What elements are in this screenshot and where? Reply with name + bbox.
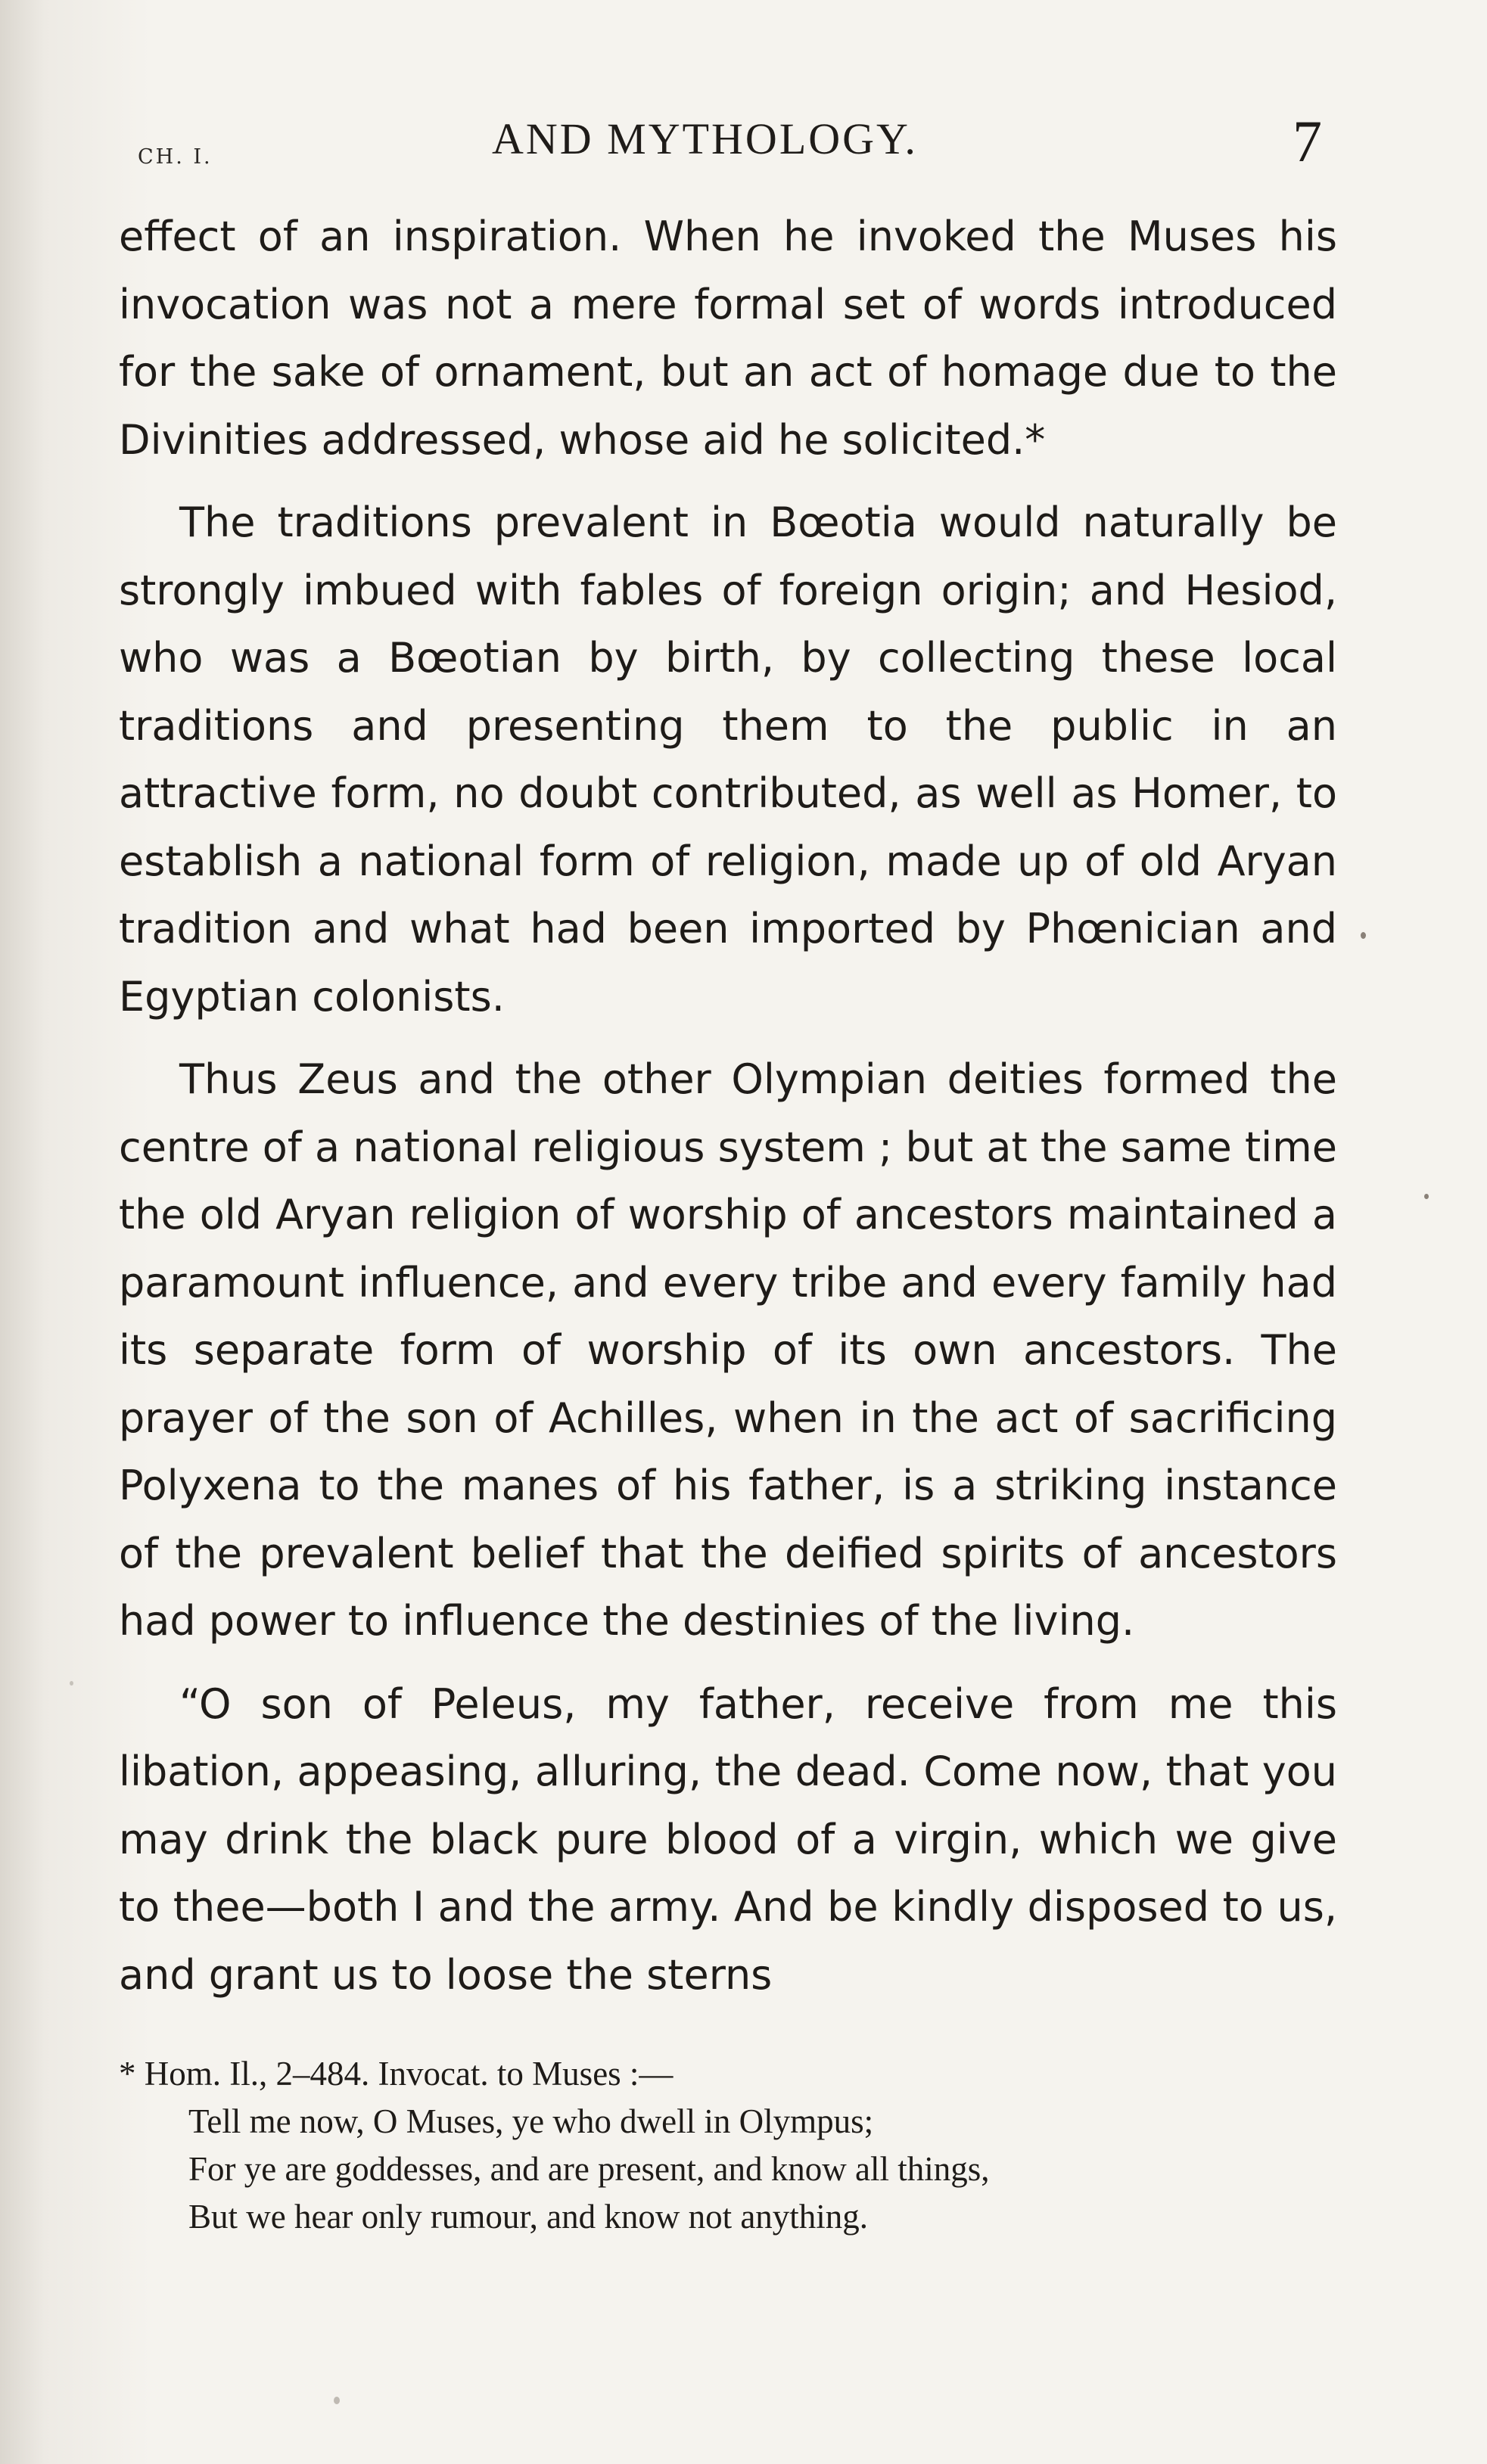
paragraph-2: The traditions prevalent in Bœotia would naturally be strongly imbued with fables of foreign origin; and Hesiod, who was a Bœotian by birth, by collecting these local traditions and presenting them to the public in an attractive form, no doubt contributed, as well as Homer, to establish a national form of religion, made up of old Aryan tradition and what had been imported by Phœnician and Egyptian colonists. (119, 499, 1337, 1021)
running-header (0, 108, 1487, 174)
paper-speck (334, 2397, 340, 2404)
footnote-verse-line-1: Tell me now, O Muses, ye who dwell in Olympus; (188, 2102, 874, 2140)
paper-speck (1424, 1194, 1429, 1199)
page-number: 7 (1293, 108, 1322, 174)
footnote-verse-line-3: But we hear only rumour, and know not anything. (188, 2198, 869, 2236)
body-text (119, 203, 1337, 2009)
paragraph-4: “O son of Peleus, my father, receive from me this libation, appeasing, alluring, the dead. Come now, that you may drink the black pure blood of a virgin, which we give to thee—both I and the army. And be kindly disposed to us, and grant us to loose the sterns (119, 1679, 1337, 1999)
paper-speck (70, 1681, 73, 1686)
paragraph-3: Thus Zeus and the other Olympian deities formed the centre of a national religious system ; but at the same time the old Aryan religion of worship of ancestors maintained a paramount influence, and every tribe and every family had its separate form of worship of its own ancestors. The prayer of the son of Achilles, when in the act of sacrificing Polyxena to the manes of his father, is a striking instance of the prevalent belief that the deified spirits of ancestors had power to influence the destinies of the living. (119, 1055, 1337, 1645)
paragraph-1: effect of an inspiration. When he invoked the Muses his invocation was not a mere formal set of words introduced for the sake of ornament, but an act of homage due to the Divinities addressed, whose aid he solicited.* (119, 213, 1337, 464)
footnote-verse-line-2: For ye are goddesses, and are present, and know all things, (188, 2150, 990, 2188)
footnote (119, 2050, 1345, 2241)
paper-speck (1361, 932, 1366, 939)
running-title: AND MYTHOLOGY. (492, 114, 918, 163)
footnote-reference: * Hom. Il., 2–484. Invocat. to Muses :— (119, 2055, 674, 2093)
chapter-label: CH. I. (138, 145, 213, 169)
